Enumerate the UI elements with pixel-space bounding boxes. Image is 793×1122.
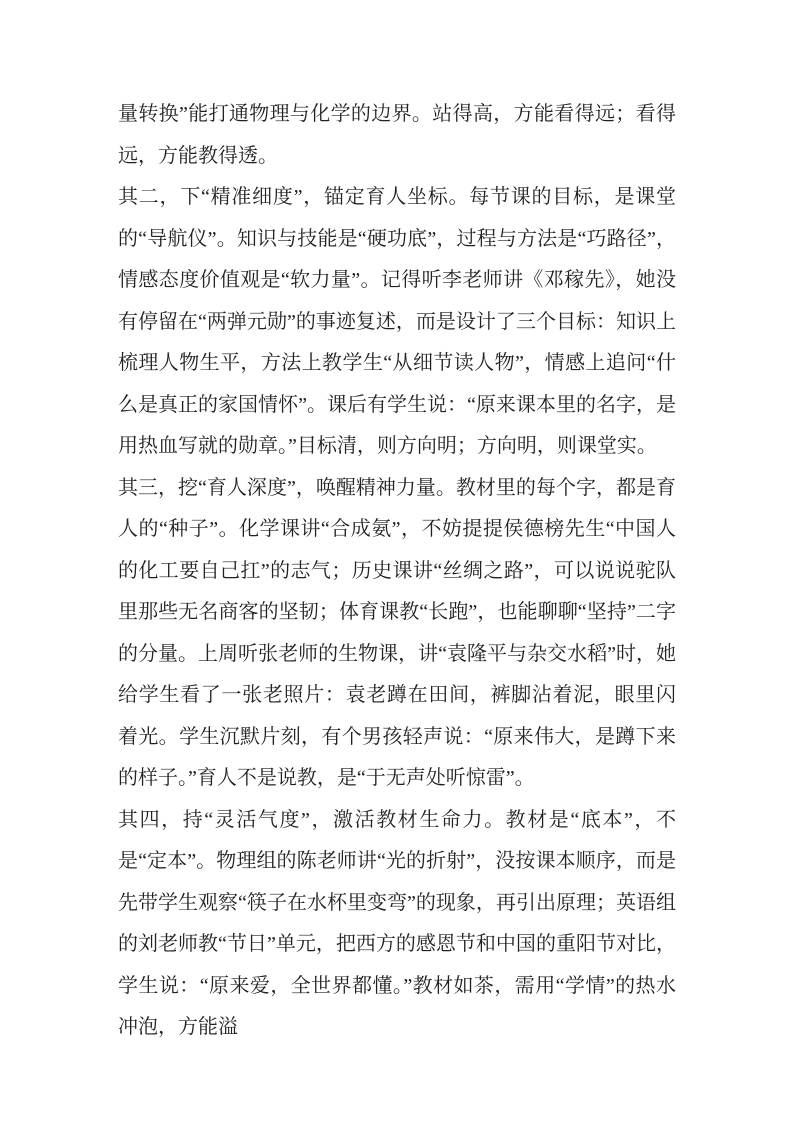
body-paragraph-2: 其二，下“精准细度”，锚定育人坐标。每节课的目标，是课堂的“导航仪”。知识与技能是“硬功底”，过程与方法是“巧路径”，情感态度价值观是“软力量”。记得听李老师讲《邓稼先》，她没有停留在“两弹元勋”的事迹复述，而是设计了三个目标：知识上梳理人物生平，方法上教学生“从细节读人物”，情感上追问“什么是真正的家国情怀”。课后有学生说：“原来课本里的名字，是用热血写就的勋章。”目标清，则方向明；方向明，则课堂实。	[118, 186, 676, 457]
document-text-block	[118, 94, 676, 1049]
body-paragraph-4: 其四，持“灵活气度”，激活教材生命力。教材是“底本”，不是“定本”。物理组的陈老师讲“光的折射”，没按课本顺序，而是先带学生观察“筷子在水杯里变弯”的现象，再引出原理；英语组的刘老师教“节日”单元，把西方的感恩节和中国的重阳节对比，学生说：“原来爱，全世界都懂。”教材如茶，需用“学情”的热水冲泡，方能溢	[118, 808, 676, 1038]
body-paragraph-3: 其三，挖“育人深度”，唤醒精神力量。教材里的每个字，都是育人的“种子”。化学课讲“合成氨”，不妨提提侯德榜先生“中国人的化工要自己扛”的志气；历史课讲“丝绸之路”，可以说说驼队里那些无名商客的坚韧；体育课教“长跑”，也能聊聊“坚持”二字的分量。上周听张老师的生物课，讲“袁隆平与杂交水稻”时，她给学生看了一张老照片：袁老蹲在田间，裤脚沾着泥，眼里闪着光。学生沉默片刻，有个男孩轻声说：“原来伟大，是蹲下来的样子。”育人不是说教，是“于无声处听惊雷”。	[118, 476, 676, 789]
body-paragraph-1: 量转换”能打通物理与化学的边界。站得高，方能看得远；看得远，方能教得透。	[118, 103, 676, 167]
